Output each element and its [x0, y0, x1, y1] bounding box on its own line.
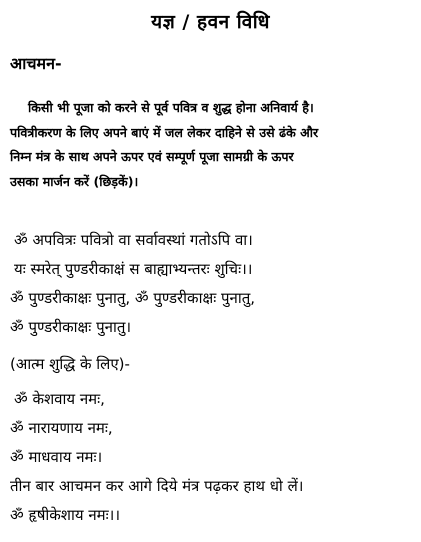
section-heading-achaman: आचमन-: [10, 54, 62, 73]
mantra-line: यः स्मरेत् पुण्डरीकाक्षं स बाह्याभ्यन्तरः शुचिः।।: [14, 260, 253, 278]
intro-paragraph: [10, 96, 414, 194]
mantra-line: ॐ पुण्डरीकाक्षः पुनातु, ॐ पुण्डरीकाक्षः पुनातु,: [10, 289, 256, 307]
instruction-line: तीन बार आचमन कर आगे दिये मंत्र पढ़कर हाथ धो लें।: [10, 477, 304, 495]
purification-label: (आत्म शुद्धि के लिए)-: [10, 355, 130, 373]
document-title: यज्ञ / हवन विधि: [151, 11, 270, 33]
purification-line: ॐ हृषीकेशाय नमः।।: [10, 506, 121, 524]
spacer: [10, 342, 415, 350]
mantra-block: [10, 226, 415, 530]
intro-line: उसका मार्जन करें (छिड़कें)।: [10, 173, 139, 189]
purification-line: ॐ नारायणाय नमः,: [10, 419, 113, 437]
intro-line: निम्न मंत्र के साथ अपने ऊपर एवं सम्पूर्ण पूजा सामग्री के ऊपर: [10, 149, 294, 164]
purification-line: ॐ केशवाय नमः,: [14, 390, 105, 408]
purification-line: ॐ माधवाय नमः।: [10, 448, 103, 466]
mantra-line: ॐ अपवित्रः पवित्रो वा सर्वावस्थां गतोऽपि वा।: [14, 231, 253, 249]
intro-line: पवित्रीकरण के लिए अपने बाएं में जल लेकर दाहिने से उसे ढंके और: [10, 124, 319, 140]
mantra-line: ॐ पुण्डरीकाक्षः पुनातु।: [10, 318, 132, 336]
intro-line: किसी भी पूजा को करने से पूर्व पवित्र व शुद्ध होना अनिवार्य है।: [28, 100, 314, 115]
